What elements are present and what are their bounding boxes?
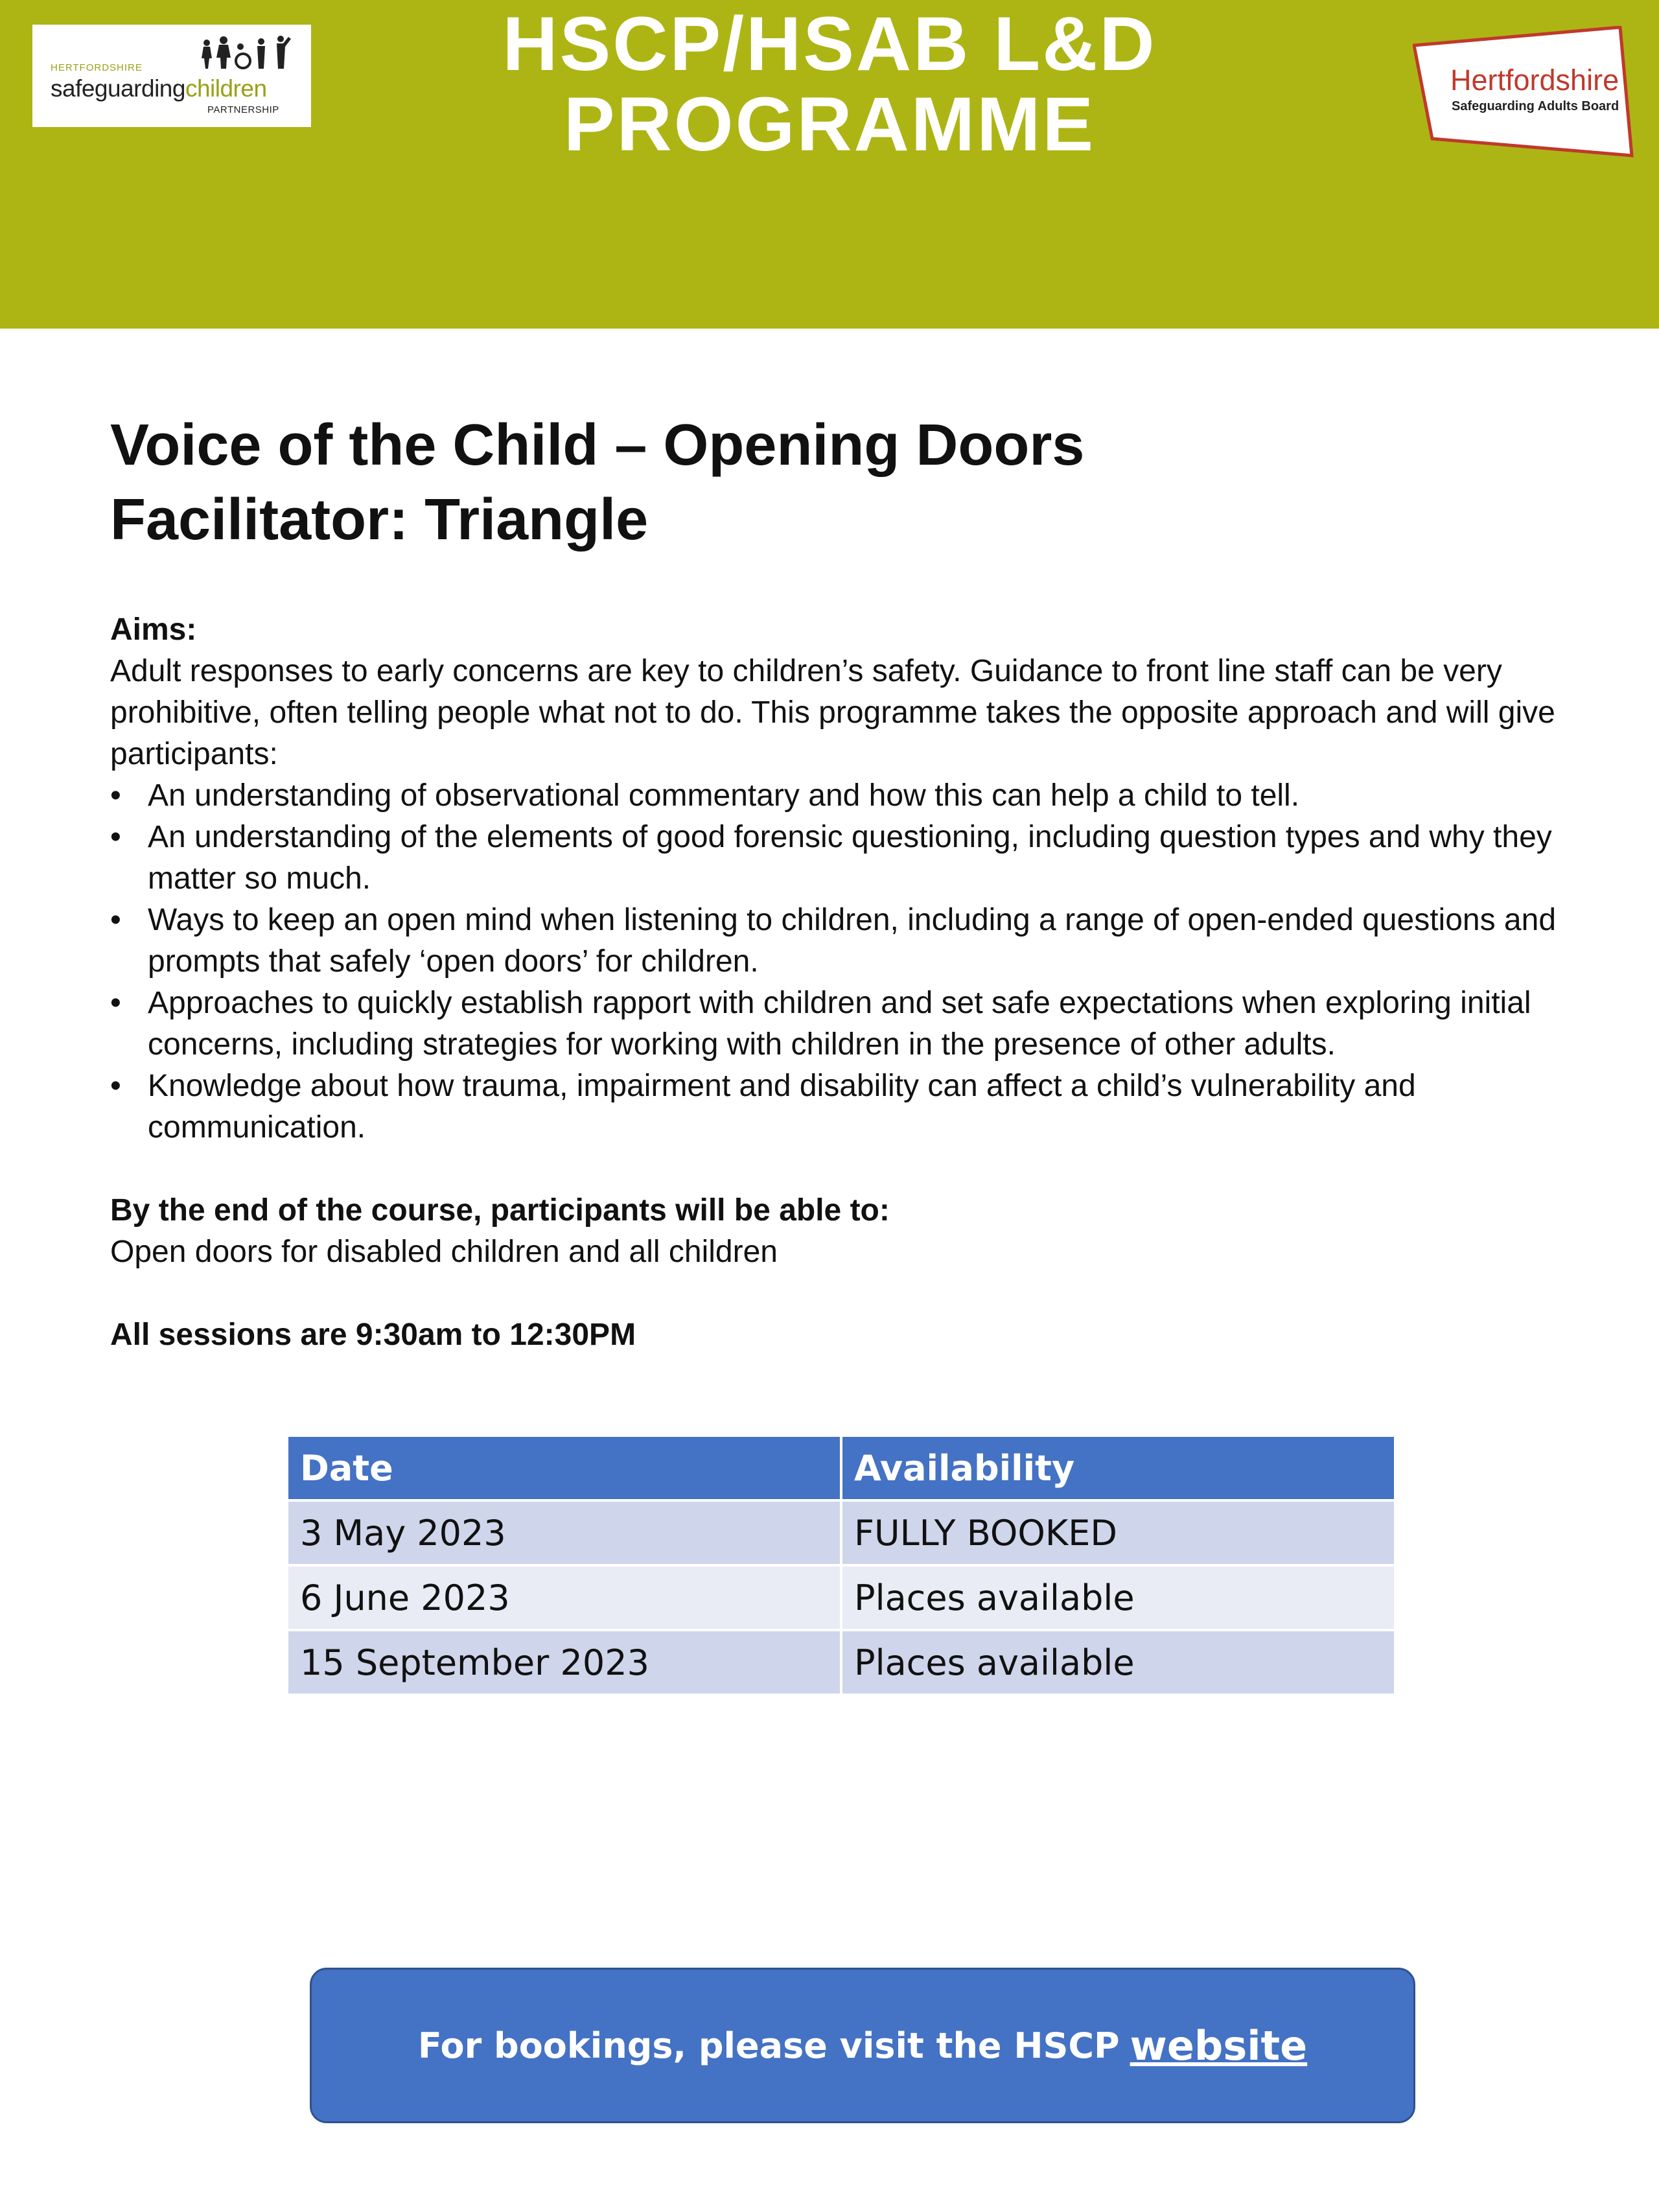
table-header-row bbox=[288, 1437, 1394, 1500]
logo-partner-text: PARTNERSHIP bbox=[207, 104, 279, 115]
programme-title bbox=[376, 1, 1283, 167]
logo-wordmark-main: safeguarding bbox=[51, 75, 185, 102]
logo-wordmark-accent: children bbox=[185, 75, 267, 102]
course-title-line1: Voice of the Child – Opening Doors bbox=[110, 413, 1085, 478]
bullet-icon: • bbox=[110, 986, 121, 1020]
list-item bbox=[110, 900, 1568, 983]
session-availability: Places available bbox=[841, 1565, 1394, 1630]
list-item-text: Knowledge about how trauma, impairment and disability can affect a child’s vulnerability and communication. bbox=[148, 1069, 1416, 1145]
booking-text: For bookings, please visit the HSCP bbox=[417, 2025, 1120, 2066]
hsab-badge-shape bbox=[1413, 26, 1659, 169]
header-banner bbox=[0, 0, 1659, 329]
session-date: 6 June 2023 bbox=[288, 1565, 841, 1630]
session-dates-table bbox=[288, 1437, 1394, 1696]
session-availability: FULLY BOOKED bbox=[841, 1500, 1394, 1565]
list-item-text: An understanding of observational commentary and how this can help a child to tell. bbox=[148, 778, 1300, 813]
session-date: 15 September 2023 bbox=[288, 1630, 841, 1695]
sessions-time-note: All sessions are 9:30am to 12:30PM bbox=[110, 1318, 636, 1352]
hscp-logo bbox=[32, 25, 311, 127]
session-date: 3 May 2023 bbox=[288, 1500, 841, 1565]
table-row bbox=[288, 1500, 1394, 1565]
bullet-icon: • bbox=[110, 778, 121, 813]
list-item-text: An understanding of the elements of good forensic questioning, including question types and why they matter so much. bbox=[148, 820, 1552, 896]
bullet-icon: • bbox=[110, 820, 121, 854]
column-header-availability: Availability bbox=[841, 1437, 1394, 1500]
booking-banner bbox=[310, 1968, 1415, 2123]
column-header-date: Date bbox=[288, 1437, 841, 1500]
list-item bbox=[110, 775, 1568, 817]
list-item-text: Approaches to quickly establish rapport with children and set safe expectations when exploring initial concerns, including strategies for working with children in the presence of other adults. bbox=[148, 986, 1531, 1062]
bullet-icon: • bbox=[110, 903, 121, 937]
outcomes-heading: By the end of the course, participants will be able to: bbox=[110, 1193, 890, 1228]
children-figures-icon bbox=[198, 34, 301, 73]
list-item-text: Ways to keep an open mind when listening to children, including a range of open-ended questions and prompts that safely ‘open doors’ for children. bbox=[148, 903, 1557, 979]
hsab-logo bbox=[1413, 26, 1659, 169]
course-title bbox=[110, 408, 1568, 557]
list-item bbox=[110, 817, 1568, 900]
table-row bbox=[288, 1565, 1394, 1630]
logo-county-text: HERTFORDSHIRE bbox=[51, 62, 143, 73]
hsab-logo-subtitle: Safeguarding Adults Board bbox=[1452, 99, 1619, 113]
website-link[interactable]: website bbox=[1130, 2021, 1308, 2069]
hsab-logo-name: Hertfordshire bbox=[1450, 64, 1619, 97]
list-item bbox=[110, 983, 1568, 1065]
programme-title-line1: HSCP/HSAB L&D bbox=[502, 1, 1157, 87]
table-row bbox=[288, 1630, 1394, 1695]
programme-title-line2: PROGRAMME bbox=[563, 82, 1096, 167]
session-availability: Places available bbox=[841, 1630, 1394, 1695]
aims-intro: Adult responses to early concerns are key to children’s safety. Guidance to front line staff can be very prohibitive, often telling people what not to do. This programme takes the opposite approach and will give participants: bbox=[110, 654, 1555, 771]
aims-heading: Aims: bbox=[110, 612, 197, 647]
course-facilitator: Facilitator: Triangle bbox=[110, 487, 649, 552]
bullet-icon: • bbox=[110, 1069, 121, 1103]
logo-wordmark bbox=[51, 75, 267, 102]
list-item bbox=[110, 1065, 1568, 1148]
course-content bbox=[110, 408, 1568, 1356]
outcomes-text: Open doors for disabled children and all children bbox=[110, 1235, 778, 1269]
aims-list bbox=[110, 775, 1568, 1148]
